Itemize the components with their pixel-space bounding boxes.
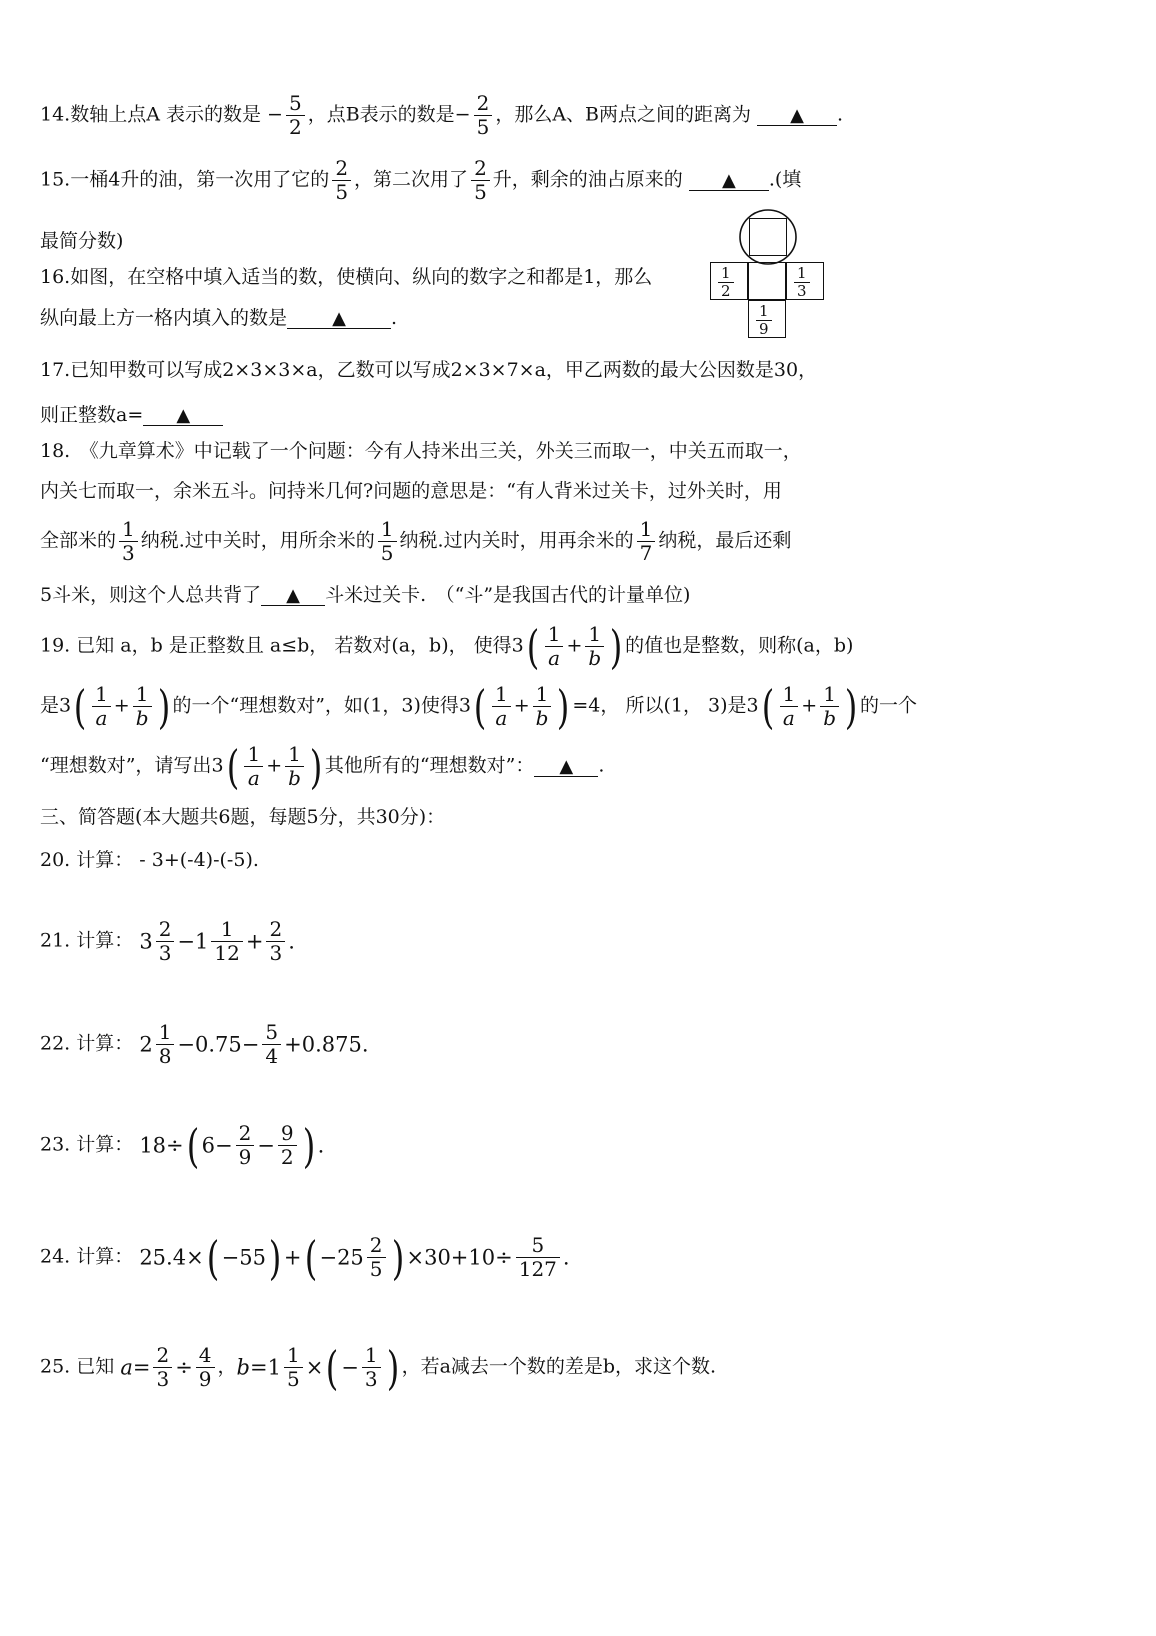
q18-line2: 内关七而取一，余米五斗。问持米几何?问题的意思是：“有人背米过关卡，过外关时，用 (40, 480, 782, 502)
operator: −1 (177, 929, 209, 954)
numerator: 1 (780, 683, 799, 707)
fraction (285, 743, 304, 790)
denominator: 2 (288, 115, 302, 139)
q18-text: 全部米的 (40, 529, 117, 552)
period: . (598, 754, 605, 777)
denominator: 3 (364, 1367, 378, 1391)
answer-blank[interactable] (689, 171, 769, 191)
number: −25 (319, 1245, 364, 1270)
fraction (471, 157, 490, 204)
denominator: 2 (280, 1145, 294, 1169)
q19-line3 (40, 739, 605, 794)
denominator: a (495, 706, 508, 730)
operator: − (257, 1133, 275, 1158)
variable: a (120, 1355, 133, 1380)
operator-text: −0.75− (177, 1032, 260, 1057)
operator-text: 6− (201, 1133, 233, 1158)
denominator: 5 (474, 180, 487, 204)
fraction (244, 743, 263, 790)
numerator: 2 (367, 1234, 386, 1258)
q16-text: 纵向最上方一格内填入的数是 (40, 307, 288, 329)
numerator: 1 (378, 518, 397, 542)
denominator: 9 (198, 1367, 212, 1391)
expression-3-1a-1b: 3( $\frac{1}{a}$ + $\frac{1}{b}$ ) (511, 619, 623, 674)
bottom-cell (748, 300, 786, 338)
answer-blank[interactable] (757, 106, 837, 126)
numerator: 1 (718, 265, 734, 283)
denominator: 5 (369, 1257, 383, 1281)
operator-text: 25.4× (139, 1245, 204, 1270)
period: . (317, 1133, 325, 1158)
fraction (156, 918, 175, 965)
numerator: 1 (133, 683, 152, 707)
numerator: 1 (156, 1021, 175, 1045)
question-15 (40, 157, 801, 204)
fraction (718, 265, 734, 301)
period: . (391, 307, 398, 329)
plus: + (266, 754, 283, 777)
fraction (332, 157, 351, 204)
fraction (780, 683, 799, 730)
denominator: 2 (721, 282, 731, 301)
numerator: 1 (284, 1344, 303, 1368)
q16-line2 (40, 303, 397, 330)
numerator: 4 (196, 1344, 215, 1368)
denominator: 5 (380, 541, 394, 565)
q15-text-c: 升，剩余的油占原来的 (492, 168, 683, 191)
comma: ， (217, 1355, 237, 1378)
question-24: 24. 计算： 25.4×( −55) +( −25 $\frac{2}{5}$ ) ×30+10÷ $\frac{5}{127}$ . (40, 1230, 570, 1285)
coefficient: 3 (458, 694, 472, 717)
expression-3-1a-1b: 3( $\frac{1}{a}$ + $\frac{1}{b}$ ) (211, 739, 323, 794)
number: −55 (221, 1245, 266, 1270)
coefficient: 3 (511, 634, 524, 657)
fraction (236, 1122, 255, 1169)
fraction (637, 518, 656, 565)
fraction (92, 683, 111, 730)
fraction (266, 918, 285, 965)
period: . (288, 929, 295, 954)
question-21 (40, 918, 295, 965)
operator: = (132, 1355, 151, 1380)
fraction (585, 623, 604, 670)
q18-text: 5斗米，则这个人总共背了 (40, 584, 262, 606)
fraction (286, 92, 305, 139)
denominator: 3 (797, 282, 807, 301)
fraction (284, 1344, 303, 1391)
denominator: b (823, 706, 836, 730)
q18-text: 纳税.过内关时，用再余米的 (399, 529, 634, 552)
denominator: b (135, 706, 149, 730)
fraction (516, 1234, 560, 1281)
q14-text-a: 14.数轴上点A 表示的数是 (40, 103, 261, 126)
q19-text: 是 (40, 694, 60, 717)
q15-end: .(填 (768, 168, 802, 191)
fraction (545, 623, 564, 670)
denominator: 127 (518, 1257, 557, 1281)
plus: + (801, 694, 818, 717)
numerator: 5 (286, 92, 305, 116)
denominator: b (288, 766, 301, 790)
numerator: 2 (153, 1344, 172, 1368)
q14-text-b: ，点B表示的数是 (307, 103, 455, 126)
numerator: 1 (820, 683, 839, 707)
coefficient: 3 (211, 754, 224, 777)
whole-part: 2 (139, 1032, 153, 1057)
q18-line4 (40, 580, 690, 607)
fraction (211, 918, 242, 965)
q21-label: 21. 计算： (40, 929, 134, 952)
denominator: 4 (265, 1044, 279, 1068)
answer-blank[interactable] (143, 406, 223, 426)
numerator: 2 (266, 918, 285, 942)
answer-blank[interactable] (261, 586, 325, 606)
fraction (362, 1344, 381, 1391)
denominator: a (548, 646, 561, 670)
q23-label: 23. 计算： (40, 1133, 134, 1156)
expression-3-1a-1b: 3( $\frac{1}{a}$ + $\frac{1}{b}$ ) (746, 679, 858, 734)
triangle-mark: ▲ (790, 104, 804, 126)
q17-line2 (40, 400, 223, 427)
numerator: 1 (211, 918, 242, 942)
fraction (156, 1021, 175, 1068)
denominator: 7 (639, 541, 653, 565)
operator: × (305, 1355, 324, 1380)
fraction (492, 683, 511, 730)
section-heading: 三、简答题(本大题共6题，每题5分，共30分)： (40, 806, 446, 828)
expression-3-1a-1b: 3( $\frac{1}{a}$ + $\frac{1}{b}$ ) (458, 679, 570, 734)
denominator: 3 (158, 941, 172, 965)
operator-text: +0.875. (284, 1032, 369, 1057)
variable: b (236, 1355, 250, 1380)
q15-text-b: ，第二次用了 (354, 168, 469, 191)
numerator: 2 (471, 157, 490, 181)
numerator: 2 (236, 1122, 255, 1146)
q16-line1: 16.如图，在空格中填入适当的数，使横向、纵向的数字之和都是1，那么 (40, 266, 653, 288)
q18-line1: 18. 《九章算术》中记载了一个问题：今有人持米出三关，外关三而取一，中关五而取一， (40, 440, 802, 462)
q22-label: 22. 计算： (40, 1032, 134, 1055)
numerator: 1 (637, 518, 656, 542)
denominator: 5 (476, 115, 490, 139)
q19-line1 (40, 619, 854, 674)
numerator: 1 (756, 303, 772, 321)
q17-line1: 17.已知甲数可以写成2×3×3×a，乙数可以写成2×3×7×a，甲乙两数的最大公因数是30， (40, 359, 818, 381)
denominator: b (535, 706, 549, 730)
fraction (533, 683, 552, 730)
answer-blank[interactable] (534, 757, 598, 777)
operator: + (245, 929, 264, 954)
fraction (378, 518, 397, 565)
numerator: 5 (516, 1234, 560, 1258)
denominator: b (588, 646, 602, 670)
denominator: 9 (759, 320, 769, 339)
numerator: 2 (332, 157, 351, 181)
question-23: 23. 计算： 18÷( 6− $\frac{2}{9}$ − $\frac{9}{2}$ ) . (40, 1118, 325, 1173)
question-25: 25. 已知 a= $\frac{2}{3}$ ÷ $\frac{4}{9}$ ，b=1 $\frac{1}{5}$ ×( − $\frac{1}{3}$ ) ，若a减去一个数的差是b，求这个数. (40, 1340, 717, 1395)
fraction (262, 1021, 281, 1068)
triangle-mark: ▲ (721, 169, 736, 191)
q19-text: 的值也是整数，则称(a，b) (625, 634, 854, 657)
denominator: 5 (335, 180, 349, 204)
numerator: 2 (474, 92, 493, 116)
numerator: 5 (262, 1021, 281, 1045)
fraction (153, 1344, 172, 1391)
q19-text: 其他所有的“理想数对”： (324, 754, 535, 777)
q15-text-a: 15.一桶4升的油，第一次用了它的 (40, 168, 330, 191)
q17-text: 则正整数a= (40, 404, 144, 426)
numerator: 1 (119, 518, 138, 542)
triangle-mark: ▲ (559, 755, 574, 777)
operator-text: ×30+10÷ (406, 1245, 513, 1270)
question-20: 20. 计算： - 3+(-4)-(-5). (40, 849, 259, 871)
period: . (837, 103, 844, 126)
q19-text: 的一个“理想数对”，如(1，3)使得 (172, 694, 459, 717)
fraction (367, 1234, 386, 1281)
question-14: 14.数轴上点A 表示的数是 − $\frac{5}{2}$ ，点B表示的数是− $\frac{2}{5}$ ，那么A、B两点之间的距离为 ▲ . (40, 91, 844, 139)
question-22 (40, 1021, 369, 1068)
whole-part: 3 (139, 929, 153, 954)
left-cell (710, 262, 748, 300)
triangle-mark: ▲ (286, 585, 301, 606)
denominator: 8 (158, 1044, 172, 1068)
numerator: 1 (285, 743, 304, 767)
coefficient: 3 (59, 694, 72, 717)
period: . (562, 1245, 570, 1270)
numerator: 1 (545, 623, 564, 647)
denominator: a (95, 706, 108, 730)
q25-label: 25. 已知 (40, 1355, 115, 1378)
right-cell (786, 262, 824, 300)
q14-text-c: ，那么A、B两点之间的距离为 (495, 103, 751, 126)
triangle-mark: ▲ (176, 405, 191, 426)
cross-grid-figure (708, 208, 828, 348)
plus: + (513, 694, 530, 717)
denominator: 3 (122, 541, 135, 565)
denominator: 3 (156, 1367, 170, 1391)
operator-text: 18÷ (139, 1133, 184, 1158)
numerator: 1 (585, 623, 604, 647)
expression-3-1a-1b: 3( $\frac{1}{a}$ + $\frac{1}{b}$ ) (59, 679, 170, 734)
numerator: 1 (794, 265, 810, 283)
denominator: 5 (286, 1367, 300, 1391)
q15-line2: 最简分数) (40, 230, 124, 252)
operator: ÷ (175, 1355, 193, 1380)
q18-text: 纳税.过中关时，用所余米的 (140, 529, 375, 552)
top-cell[interactable] (749, 218, 787, 256)
q19-text: 19. 已知 a，b 是正整数且 a≤b， 若数对(a，b)， 使得 (40, 634, 512, 657)
numerator: 1 (362, 1344, 381, 1368)
q19-text: “理想数对”，请写出 (40, 754, 212, 777)
denominator: 12 (214, 941, 240, 965)
fraction (119, 518, 138, 565)
numerator: 1 (244, 743, 263, 767)
q19-text: =4， 所以(1， 3)是 (572, 694, 747, 717)
triangle-mark: ▲ (332, 308, 346, 329)
denominator: a (247, 766, 260, 790)
q19-line2 (40, 679, 917, 734)
numerator: 2 (156, 918, 175, 942)
plus: + (566, 634, 583, 657)
q19-text: 的一个 (859, 694, 917, 717)
center-cell[interactable] (748, 262, 786, 300)
fraction (196, 1344, 215, 1391)
plus: + (113, 694, 130, 717)
fraction (278, 1122, 297, 1169)
q24-label: 24. 计算： (40, 1245, 134, 1268)
q18-line3 (40, 518, 791, 565)
operator: + (283, 1245, 302, 1270)
numerator: 1 (92, 683, 111, 707)
fraction (820, 683, 839, 730)
numerator: 1 (492, 683, 511, 707)
fraction (794, 265, 810, 301)
q18-text: 斗米过关卡. （“斗”是我国古代的计量单位) (325, 584, 691, 606)
answer-blank[interactable] (287, 309, 391, 329)
numerator: 9 (278, 1122, 297, 1146)
denominator: 3 (269, 941, 283, 965)
coefficient: 3 (746, 694, 759, 717)
denominator: 9 (238, 1145, 252, 1169)
minus-sign: − (267, 103, 283, 126)
fraction (474, 92, 493, 139)
fraction (133, 683, 152, 730)
operator-text: =1 (250, 1355, 281, 1380)
numerator: 1 (533, 683, 552, 707)
fraction (756, 303, 772, 339)
denominator: a (782, 706, 795, 730)
q25-text: ，若a减去一个数的差是b，求这个数. (401, 1355, 717, 1378)
q18-text: 纳税，最后还剩 (658, 529, 792, 552)
